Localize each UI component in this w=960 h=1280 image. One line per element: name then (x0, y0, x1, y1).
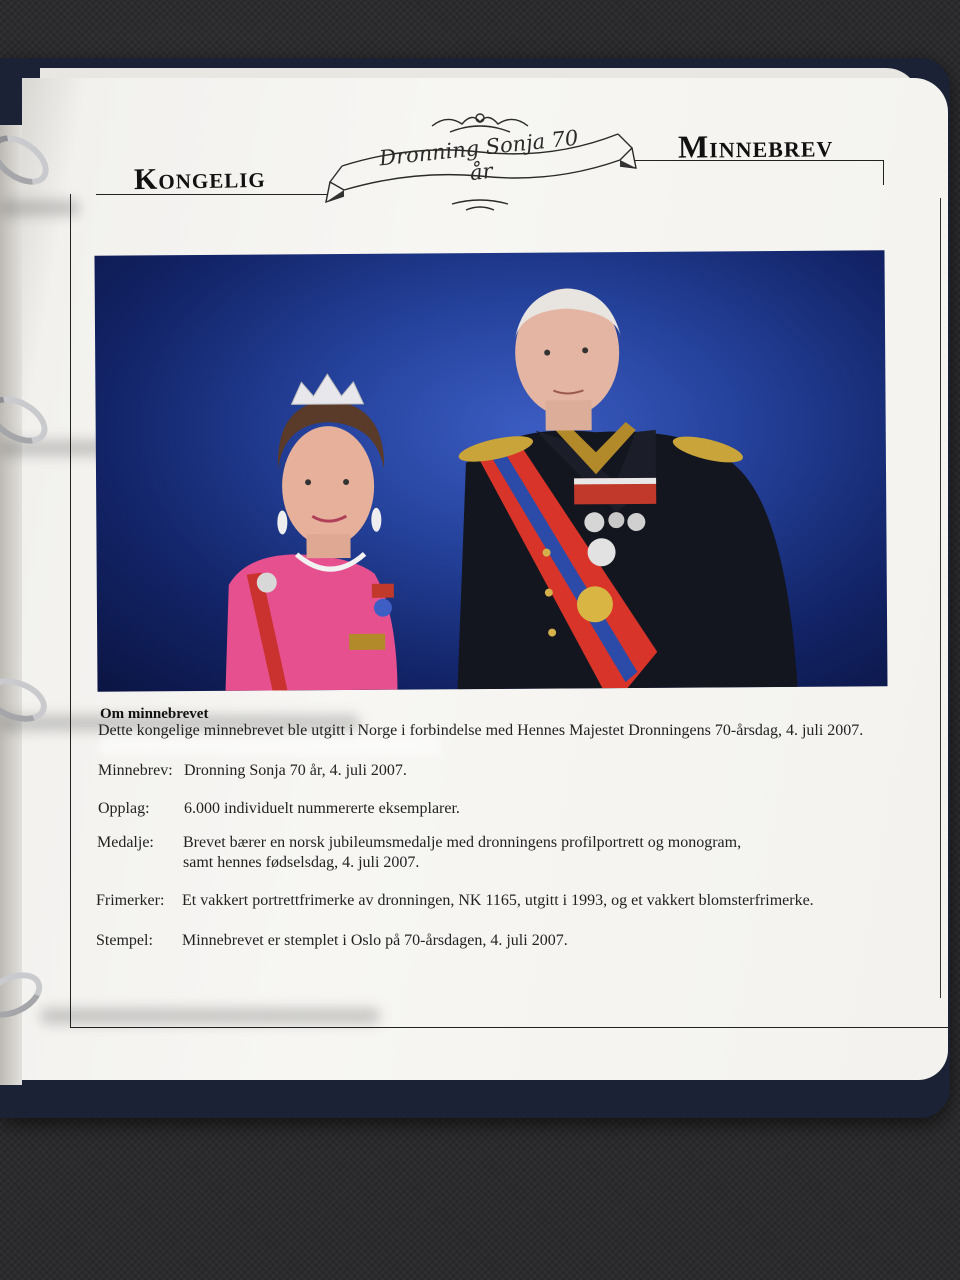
ring-shadow (40, 1008, 380, 1024)
row-value: Dronning Sonja 70 år, 4. juli 2007. (184, 762, 407, 779)
frame-line (70, 194, 71, 1028)
row-label: Frimerker: (96, 892, 165, 909)
banner-text: Dronning Sonja 70 år (378, 125, 580, 186)
row-value: Et vakkert portrettfrimerke av dronningen, NK 1165, utgitt i 1993, og et vakkert blomsterfrimerke. (182, 892, 814, 909)
row-label: Minnebrev: (98, 762, 173, 779)
row-label: Medalje: (97, 834, 154, 851)
row-value: 6.000 individuelt nummererte eksemplarer. (184, 800, 460, 817)
page-stack-edge (0, 125, 22, 1085)
row-label: Opplag: (98, 800, 150, 817)
ring-shadow (0, 200, 80, 216)
row-value-continued: samt hennes fødselsdag, 4. juli 2007. (183, 854, 420, 871)
frame-line (883, 160, 884, 185)
row-value: Minnebrevet er stemplet i Oslo på 70-årsdagen, 4. juli 2007. (182, 932, 568, 949)
royal-portrait-photo (94, 250, 887, 692)
row-value: Brevet bærer en norsk jubileumsmedalje med dronningens profilportrett og monogram, (183, 834, 742, 851)
intro-text: Dette kongelige minnebrevet ble utgitt i Norge i forbindelse med Hennes Majestet Dronningens 70-årsdag, 4. juli 2007. (98, 722, 864, 739)
section-title: Om minnebrevet (100, 706, 209, 722)
header-right-title: Minnebrev (677, 127, 834, 165)
frame-line (70, 1027, 952, 1028)
royal-portrait-icon (94, 250, 887, 692)
frame-line (952, 985, 953, 1027)
row-label: Stempel: (96, 932, 153, 949)
header-left-title: Kongelig (133, 160, 266, 197)
frame-line (940, 198, 941, 998)
